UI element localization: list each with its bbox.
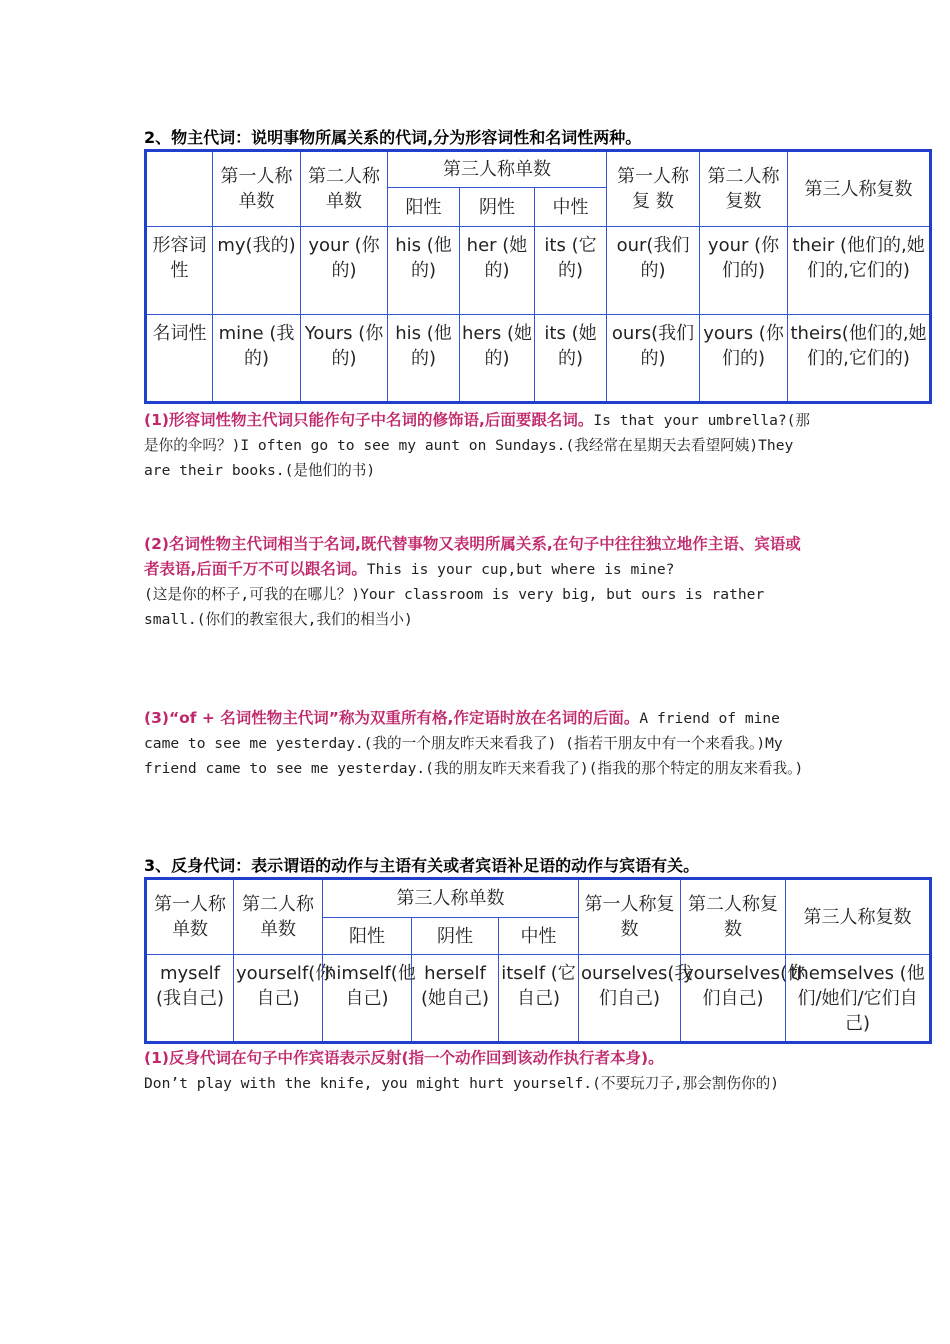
table-cell: itself (它自己) — [499, 955, 579, 1043]
section3-heading: 3、反身代词：表示谓语的动作与主语有关或者宾语补足语的动作与宾语有关。 — [144, 856, 700, 875]
paragraph-2-examples: This is your cup,but where is mine? — [366, 561, 675, 578]
paragraph-3-rule: (3)“of + 名词性物主代词”称为双重所有格,作定语时放在名词的后面。 — [144, 709, 640, 727]
header-third-plural: 第三人称复数 — [788, 151, 931, 227]
table-cell: its (她的) — [535, 315, 607, 403]
header-third-singular: 第三人称单数 — [323, 879, 579, 918]
table-cell: its (它的) — [535, 227, 607, 315]
paragraph-1-examples: Is that your umbrella?(那是你的伞吗？)I often go to see my aunt on Sundays.(我经常在星期天去看望阿姨)They are their books.(是他们的书) — [144, 412, 811, 479]
header-feminine: 阴性 — [460, 188, 535, 227]
table-cell: ours(我们的) — [607, 315, 700, 403]
paragraph-2-examples-cont: (这是你的杯子,可我的在哪儿？)Your classroom is very big, but ours is rather small.(你们的教室很大,我们的相当小) — [144, 586, 765, 628]
header-first-plural: 第一人称复 数 — [607, 151, 700, 227]
paragraph-1 — [144, 408, 814, 483]
table-row-noun — [146, 315, 931, 403]
header-second-singular: 第二人称单数 — [234, 879, 323, 955]
table-cell: yourselves(你们自己) — [681, 955, 786, 1043]
table-cell: her (她的) — [460, 227, 535, 315]
paragraph-2 — [144, 532, 814, 632]
table-cell: his (他的) — [388, 227, 460, 315]
paragraph-2-rule: (2)名词性物主代词相当于名词,既代替事物又表明所属关系,在句子中往往独立地作主语、宾语或者表语,后面千万不可以跟名词。 — [144, 535, 801, 578]
header-masculine: 阳性 — [323, 918, 412, 955]
table-cell: your (你的) — [301, 227, 388, 315]
table-cell: yourself(你自己) — [234, 955, 323, 1043]
row-label: 名词性 — [146, 315, 213, 403]
paragraph-3 — [144, 706, 814, 781]
header-neuter: 中性 — [499, 918, 579, 955]
table-cell: mine (我的) — [213, 315, 301, 403]
header-neuter: 中性 — [535, 188, 607, 227]
table-cell: your (你们的) — [700, 227, 788, 315]
header-second-plural: 第二人称复数 — [681, 879, 786, 955]
header-masculine: 阳性 — [388, 188, 460, 227]
table-cell: themselves (他们/她们/它们自己) — [786, 955, 931, 1043]
reflexive-paragraph-1-examples: Don’t play with the knife, you might hurt yourself.(不要玩刀子,那会割伤你的) — [144, 1075, 779, 1092]
table-cell: his (他的) — [388, 315, 460, 403]
paragraph-3-examples: A friend of mine came to see me yesterday.(我的一个朋友昨天来看我了) (指若干朋友中有一个来看我。)My friend came to see me yesterday.(我的朋友昨天来看我了)(指我的那个特定的朋友来看我。) — [144, 710, 804, 777]
reflexive-paragraph-1 — [144, 1046, 814, 1096]
header-second-plural: 第二人称复数 — [700, 151, 788, 227]
table-row-adjective — [146, 227, 931, 315]
header-feminine: 阴性 — [412, 918, 499, 955]
paragraph-1-rule: (1)形容词性物主代词只能作句子中名词的修饰语,后面要跟名词。 — [144, 411, 594, 429]
header-second-singular: 第二人称单数 — [301, 151, 388, 227]
table-corner-cell — [146, 151, 213, 227]
table-cell: ourselves(我们自己) — [579, 955, 681, 1043]
header-third-plural: 第三人称复数 — [786, 879, 931, 955]
header-first-plural: 第一人称复数 — [579, 879, 681, 955]
table-row-reflexive — [146, 955, 931, 1043]
reflexive-paragraph-1-rule: (1)反身代词在句子中作宾语表示反射(指一个动作回到该动作执行者本身)。 — [144, 1049, 664, 1067]
table-cell: herself (她自己) — [412, 955, 499, 1043]
table-cell: theirs(他们的,她们的,它们的) — [788, 315, 931, 403]
table-cell: my(我的) — [213, 227, 301, 315]
possessive-pronoun-table — [144, 149, 932, 404]
table-cell: himself(他自己) — [323, 955, 412, 1043]
reflexive-pronoun-table — [144, 877, 932, 1044]
section2-heading: 2、物主代词：说明事物所属关系的代词,分为形容词性和名词性两种。 — [144, 128, 642, 147]
row-label: 形容词性 — [146, 227, 213, 315]
table-cell: yours (你们的) — [700, 315, 788, 403]
table-cell: Yours (你的) — [301, 315, 388, 403]
header-third-singular: 第三人称单数 — [388, 151, 607, 188]
header-first-singular: 第一人称单数 — [146, 879, 234, 955]
header-first-singular: 第一人称单数 — [213, 151, 301, 227]
table-cell: their (他们的,她们的,它们的) — [788, 227, 931, 315]
table-cell: myself (我自己) — [146, 955, 234, 1043]
table-cell: our(我们的) — [607, 227, 700, 315]
table-cell: hers (她的) — [460, 315, 535, 403]
